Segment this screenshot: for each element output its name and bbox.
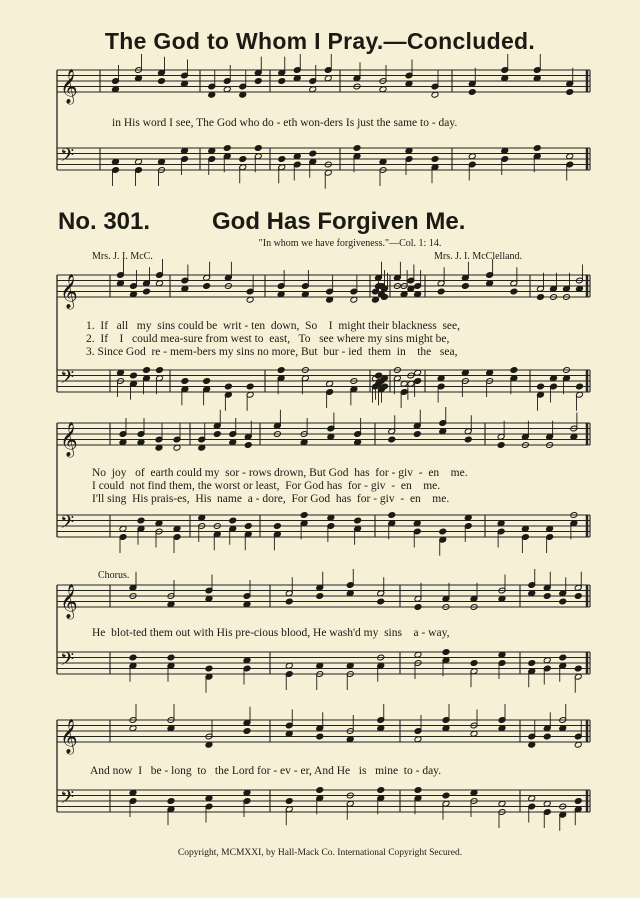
bass-clef-icon: 𝄢 <box>60 787 75 813</box>
verse-line: No joy of earth could my sor - rows drown, But God has for - giv - en me. <box>92 467 468 479</box>
note-head <box>278 156 286 163</box>
note-head <box>143 288 151 295</box>
note-head <box>388 512 396 519</box>
note-head <box>497 442 505 449</box>
note-head <box>224 383 232 390</box>
note-head <box>137 517 145 524</box>
note-head <box>213 431 221 438</box>
note-head <box>442 649 450 656</box>
verse-line: 3. Since God re - mem-bers my sins no more, But bur - ied them in the sea, <box>86 346 458 358</box>
note-head <box>543 593 551 600</box>
verse-line: 1. If all my sins could be writ - ten down, So I might their blackness see, <box>86 320 461 332</box>
note-head <box>181 378 189 385</box>
treble-clef-icon: 𝄞 <box>60 719 78 754</box>
note-head <box>576 383 584 390</box>
note-head <box>442 792 450 799</box>
note-head <box>316 593 324 600</box>
note-head <box>246 383 254 390</box>
note-head <box>223 145 231 152</box>
note-head <box>167 798 175 805</box>
treble-clef-icon: 𝄞 <box>60 422 78 457</box>
note-head <box>285 798 293 805</box>
note-head <box>543 733 551 740</box>
scripture-reference: "In whom we have forgiveness."—Col. 1: 14. <box>258 238 442 249</box>
note-head <box>278 78 286 85</box>
note-head <box>203 378 211 385</box>
note-head <box>510 288 518 295</box>
note-head <box>461 283 469 290</box>
note-head <box>316 787 324 794</box>
note-head <box>254 145 262 152</box>
note-head <box>143 367 151 374</box>
bass-clef-icon: 𝄢 <box>60 649 75 675</box>
prev-hymn-lyric: in His word I see, The God who do - eth won-ders Is just the same to - day. <box>112 117 458 129</box>
chorus-line: He blot-ted them out with His pre-cious blood, He wash'd my sins a - way, <box>92 627 450 639</box>
note-head <box>414 604 422 611</box>
note-head <box>273 523 281 530</box>
note-head <box>377 598 385 605</box>
note-head <box>468 89 476 96</box>
note-head <box>244 442 252 449</box>
continued-hymn-title: The God to Whom I Pray.—Concluded. <box>104 28 536 54</box>
note-head <box>156 367 164 374</box>
note-head <box>354 517 362 524</box>
note-head <box>309 150 317 157</box>
chorus-line: And now I be - long to the Lord for - ev - er, And He is mine to - day. <box>90 765 442 777</box>
note-head <box>537 294 545 301</box>
note-head <box>388 436 396 443</box>
verse-line: 2. If I could mea-sure from west to east, To see where my sins might be, <box>86 333 450 345</box>
note-head <box>528 660 536 667</box>
bass-clef-icon: 𝄢 <box>60 367 75 393</box>
note-head <box>437 288 445 295</box>
verse-line: I'll sing His prais-es, His name a - dore, For God has for - giv - en me. <box>92 493 450 505</box>
note-head <box>414 787 422 794</box>
note-head <box>510 367 518 374</box>
note-head <box>574 593 582 600</box>
treble-clef-icon: 𝄞 <box>60 274 78 309</box>
hymn-title: God Has Forgiven Me. <box>212 208 466 235</box>
copyright-notice: Copyright, MCMXXI, by Hall-Mack Co. International Copyright Secured. <box>177 848 463 858</box>
note-head <box>559 598 567 605</box>
note-head <box>413 431 421 438</box>
words-credit: Mrs. J. I. McC. <box>92 251 153 262</box>
note-head <box>574 665 582 672</box>
treble-clef-icon: 𝄞 <box>60 584 78 619</box>
note-head <box>353 145 361 152</box>
note-head <box>205 665 213 672</box>
note-head <box>316 733 324 740</box>
note-head <box>239 156 247 163</box>
note-head <box>439 528 447 535</box>
note-head <box>285 598 293 605</box>
chorus-label: Chorus. <box>98 570 130 581</box>
note-head <box>537 383 545 390</box>
note-head <box>130 372 138 379</box>
note-head <box>470 660 478 667</box>
note-head <box>243 728 251 735</box>
note-head <box>533 145 541 152</box>
note-head <box>158 78 166 85</box>
note-head <box>574 798 582 805</box>
note-head <box>300 512 308 519</box>
treble-clef-icon: 𝄞 <box>60 69 78 104</box>
bass-clef-icon: 𝄢 <box>60 145 75 171</box>
note-head <box>229 517 237 524</box>
note-head <box>167 654 175 661</box>
note-head <box>129 654 137 661</box>
music-credit: Mrs. J. I. McClelland. <box>434 251 523 262</box>
bass-clef-icon: 𝄢 <box>60 512 75 538</box>
note-head <box>254 78 262 85</box>
note-head <box>377 787 385 794</box>
note-head <box>431 156 439 163</box>
note-head <box>464 436 472 443</box>
note-head <box>244 523 252 530</box>
note-head <box>203 283 211 290</box>
hymn-number: No. 301. <box>58 208 151 235</box>
note-head <box>566 89 574 96</box>
verse-line: I could not find them, the worst or least, For God has for - giv - en me. <box>92 480 441 492</box>
note-head <box>277 367 285 374</box>
note-head <box>559 654 567 661</box>
